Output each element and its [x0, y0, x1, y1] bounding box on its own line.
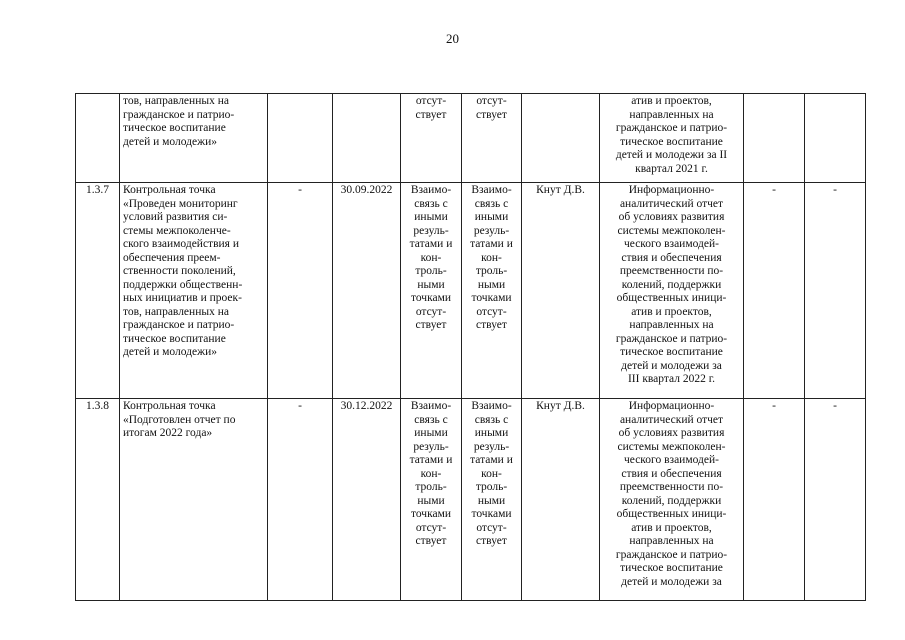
- responsible-cell: [522, 94, 600, 183]
- table-row: [76, 183, 866, 399]
- page-number: 20: [446, 31, 459, 46]
- end-date-cell: 30.09.2022: [333, 183, 401, 399]
- document-type-cell: атив и проектов, направленных на гражданское и патрио- тическое воспитание детей и молодежи за II квартал 2021 г.: [600, 94, 744, 183]
- table-row: [76, 94, 866, 183]
- relation-previous-cell: отсут- ствует: [401, 94, 462, 183]
- responsible-cell: Кнут Д.В.: [522, 183, 600, 399]
- start-date-cell: -: [268, 183, 333, 399]
- control-point-name: Контрольная точка «Проведен мониторинг условий развития си- стемы межпоколенче- ского взаимодействия и обеспечения преем- ственности поколений, поддержки общественн- ных инициатив и проек- тов, направленных на гражданское и патрио- тическое воспитание детей и молодежи»: [120, 183, 268, 399]
- end-date-cell: 30.12.2022: [333, 399, 401, 601]
- info-system-cell: -: [744, 183, 805, 399]
- row-number: 1.3.7: [76, 183, 120, 399]
- relation-next-cell: Взаимо- связь с иными резуль- татами и кон- троль- ными точками отсут- ствует: [462, 399, 522, 601]
- relation-previous-cell: Взаимо- связь с иными резуль- татами и кон- троль- ными точками отсут- ствует: [401, 399, 462, 601]
- start-date-cell: -: [268, 399, 333, 601]
- info-system-cell: -: [744, 399, 805, 601]
- document-type-cell: Информационно- аналитический отчет об условиях развития системы межпоколен- ческого взаимодей- ствия и обеспечения преемственности по- колений, поддержки общественных иници- атив и проектов, направленных на гражданское и патрио- тическое воспитание детей и молодежи за: [600, 399, 744, 601]
- approval-level-cell: [805, 94, 866, 183]
- relation-previous-cell: Взаимо- связь с иными резуль- татами и кон- троль- ными точками отсут- ствует: [401, 183, 462, 399]
- start-date-cell: [268, 94, 333, 183]
- approval-level-cell: -: [805, 183, 866, 399]
- row-number: [76, 94, 120, 183]
- control-point-name: тов, направленных на гражданское и патрио- тическое воспитание детей и молодежи»: [120, 94, 268, 183]
- row-number: 1.3.8: [76, 399, 120, 601]
- relation-next-cell: Взаимо- связь с иными резуль- татами и кон- троль- ными точками отсут- ствует: [462, 183, 522, 399]
- document-type-cell: Информационно- аналитический отчет об условиях развития системы межпоколен- ческого взаимодей- ствия и обеспечения преемственности по- колений, поддержки общественных иници- атив и проектов, направленных на гражданское и патрио- тическое воспитание детей и молодежи за III квартал 2022 г.: [600, 183, 744, 399]
- approval-level-cell: -: [805, 399, 866, 601]
- plan-table: [75, 93, 866, 601]
- responsible-cell: Кнут Д.В.: [522, 399, 600, 601]
- control-point-name: Контрольная точка «Подготовлен отчет по итогам 2022 года»: [120, 399, 268, 601]
- relation-next-cell: отсут- ствует: [462, 94, 522, 183]
- end-date-cell: [333, 94, 401, 183]
- table-row: [76, 399, 866, 601]
- info-system-cell: [744, 94, 805, 183]
